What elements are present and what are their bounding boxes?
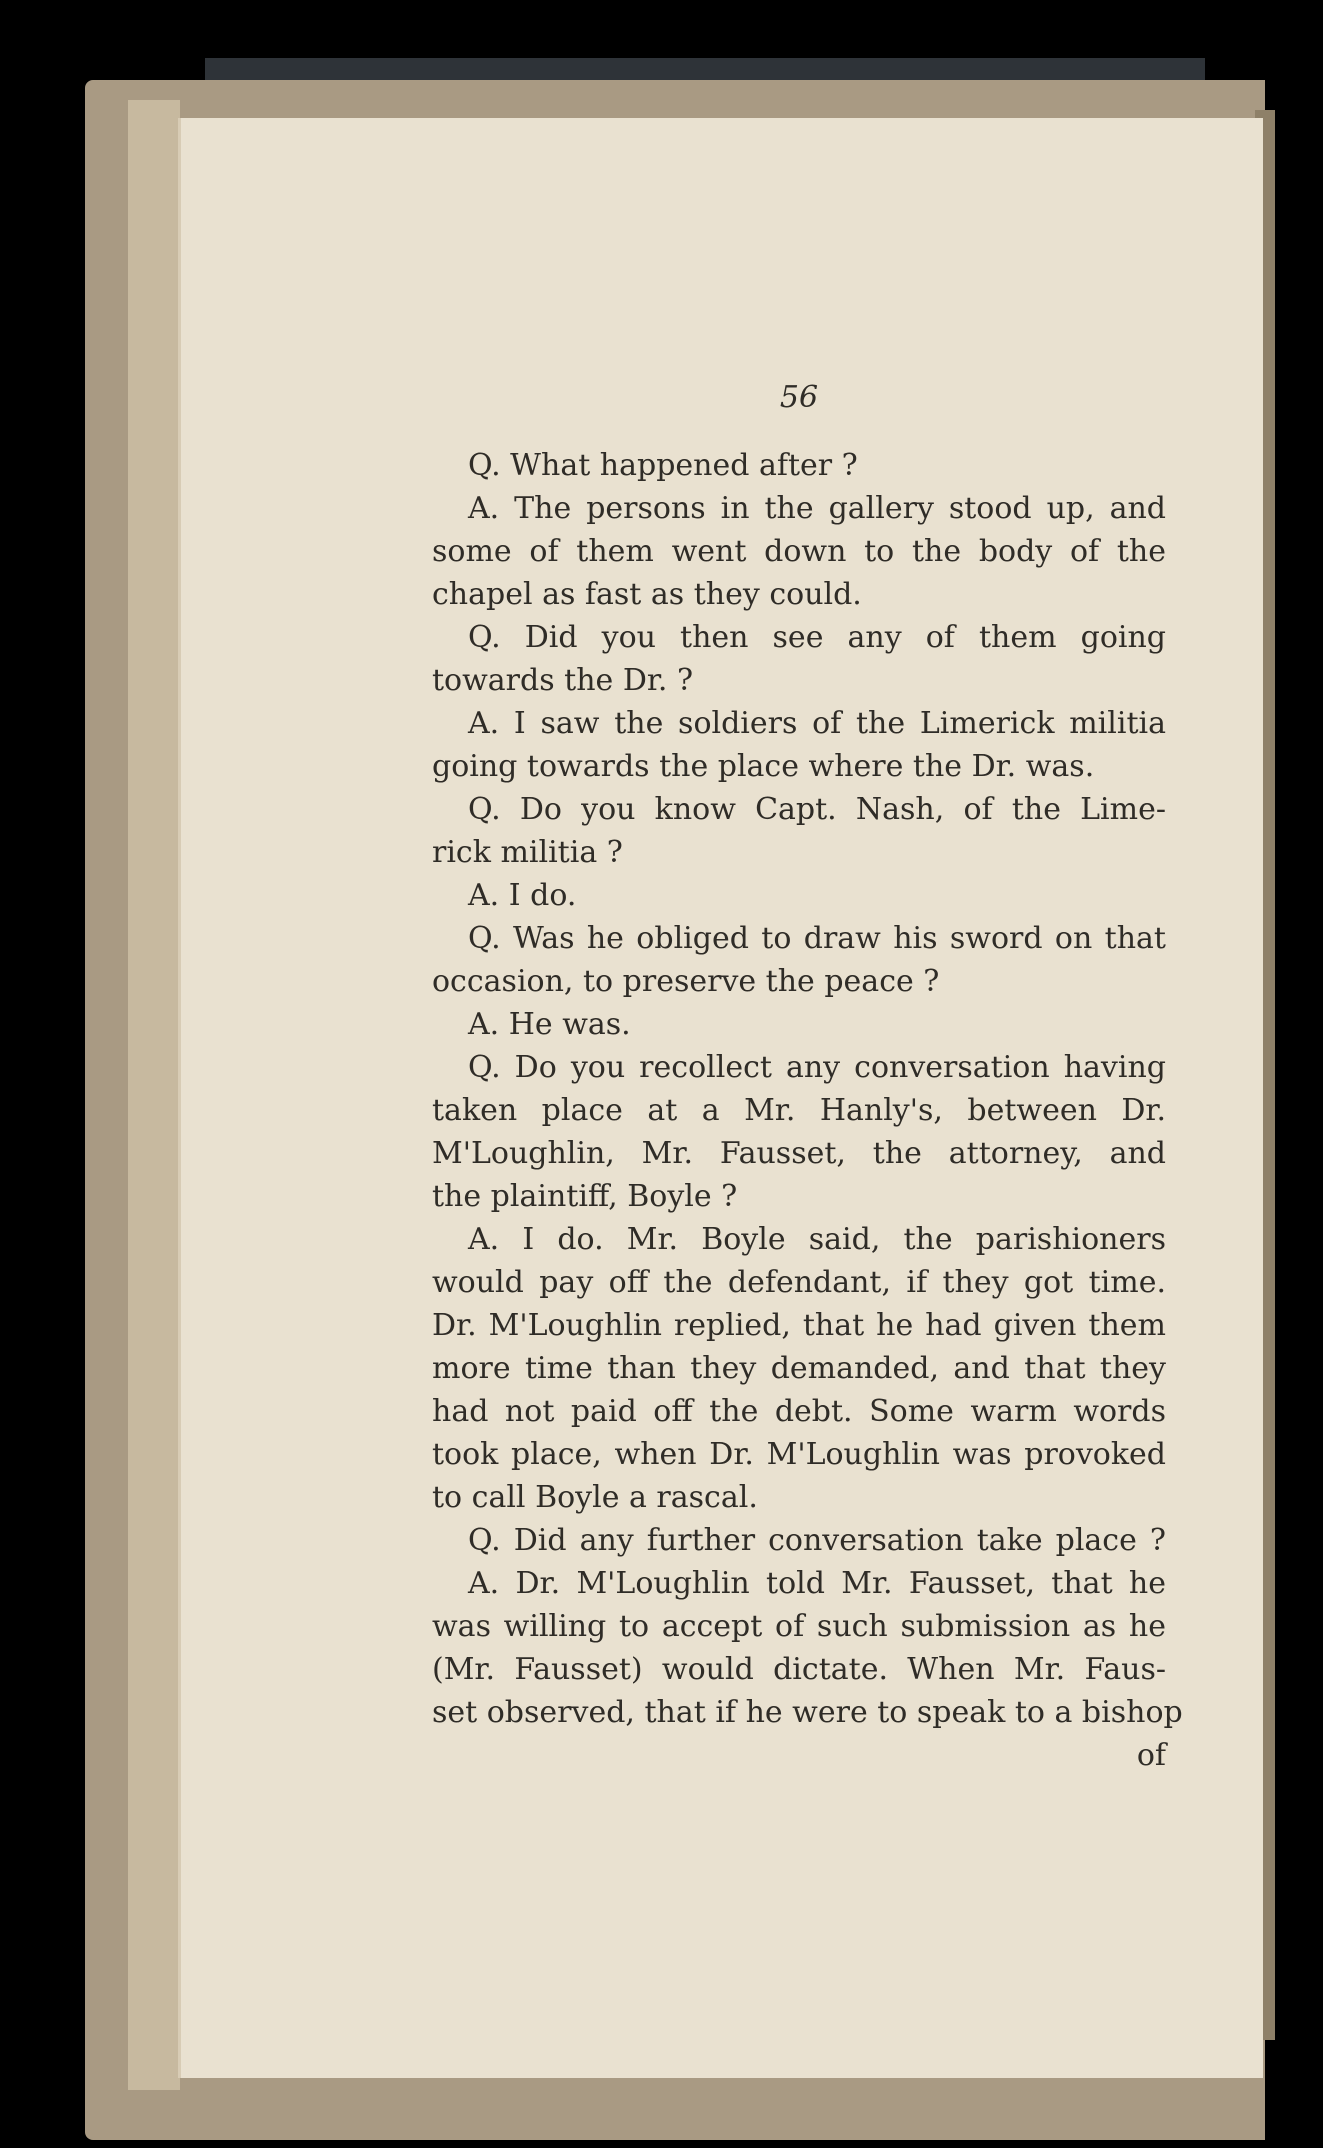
text-line: taken place at a Mr. Hanly's, between Dr. <box>432 1093 1166 1128</box>
book-spine <box>205 58 1205 80</box>
text-line: Q. Did you then see any of them going <box>468 620 1166 655</box>
text-line: Q. Do you know Capt. Nash, of the Lime- <box>468 792 1166 827</box>
text-line: of <box>1136 1738 1166 1773</box>
page-number: 56 <box>779 380 819 415</box>
text-line: A. I saw the soldiers of the Limerick militia <box>468 706 1166 741</box>
text-line: rick militia ? <box>432 835 623 870</box>
text-line: A. He was. <box>468 1007 631 1042</box>
text-line: Q. Was he obliged to draw his sword on that <box>468 921 1166 956</box>
text-line: the plaintiff, Boyle ? <box>432 1179 738 1214</box>
text-line: going towards the place where the Dr. was. <box>432 749 1095 784</box>
text-line: Dr. M'Loughlin replied, that he had given them <box>432 1308 1166 1343</box>
text-line: more time than they demanded, and that they <box>432 1351 1166 1386</box>
page-edge <box>128 100 180 2090</box>
text-line: (Mr. Fausset) would dictate. When Mr. Faus- <box>432 1652 1166 1687</box>
text-line: some of them went down to the body of the <box>432 534 1166 569</box>
text-line: took place, when Dr. M'Loughlin was provoked <box>432 1437 1166 1472</box>
text-line: Q. Do you recollect any conversation having <box>468 1050 1166 1085</box>
text-line: Q. What happened after ? <box>468 448 858 483</box>
text-line: chapel as fast as they could. <box>432 577 862 612</box>
text-line: Q. Did any further conversation take place ? <box>468 1523 1166 1558</box>
text-line: would pay off the defendant, if they got time. <box>432 1265 1166 1300</box>
text-lines <box>432 444 1183 1777</box>
page-text <box>432 380 1183 1777</box>
text-line: A. Dr. M'Loughlin told Mr. Fausset, that he <box>468 1566 1166 1601</box>
text-line: had not paid off the debt. Some warm words <box>432 1394 1166 1429</box>
text-line: M'Loughlin, Mr. Fausset, the attorney, and <box>432 1136 1166 1171</box>
text-line: A. I do. <box>468 878 577 913</box>
text-line: set observed, that if he were to speak to a bishop <box>432 1695 1183 1730</box>
text-line: towards the Dr. ? <box>432 663 694 698</box>
text-line: A. I do. Mr. Boyle said, the parishioners <box>468 1222 1166 1257</box>
text-line: occasion, to preserve the peace ? <box>432 964 940 999</box>
text-line: A. The persons in the gallery stood up, and <box>468 491 1166 526</box>
text-line: to call Boyle a rascal. <box>432 1480 758 1515</box>
text-line: was willing to accept of such submission as he <box>432 1609 1166 1644</box>
